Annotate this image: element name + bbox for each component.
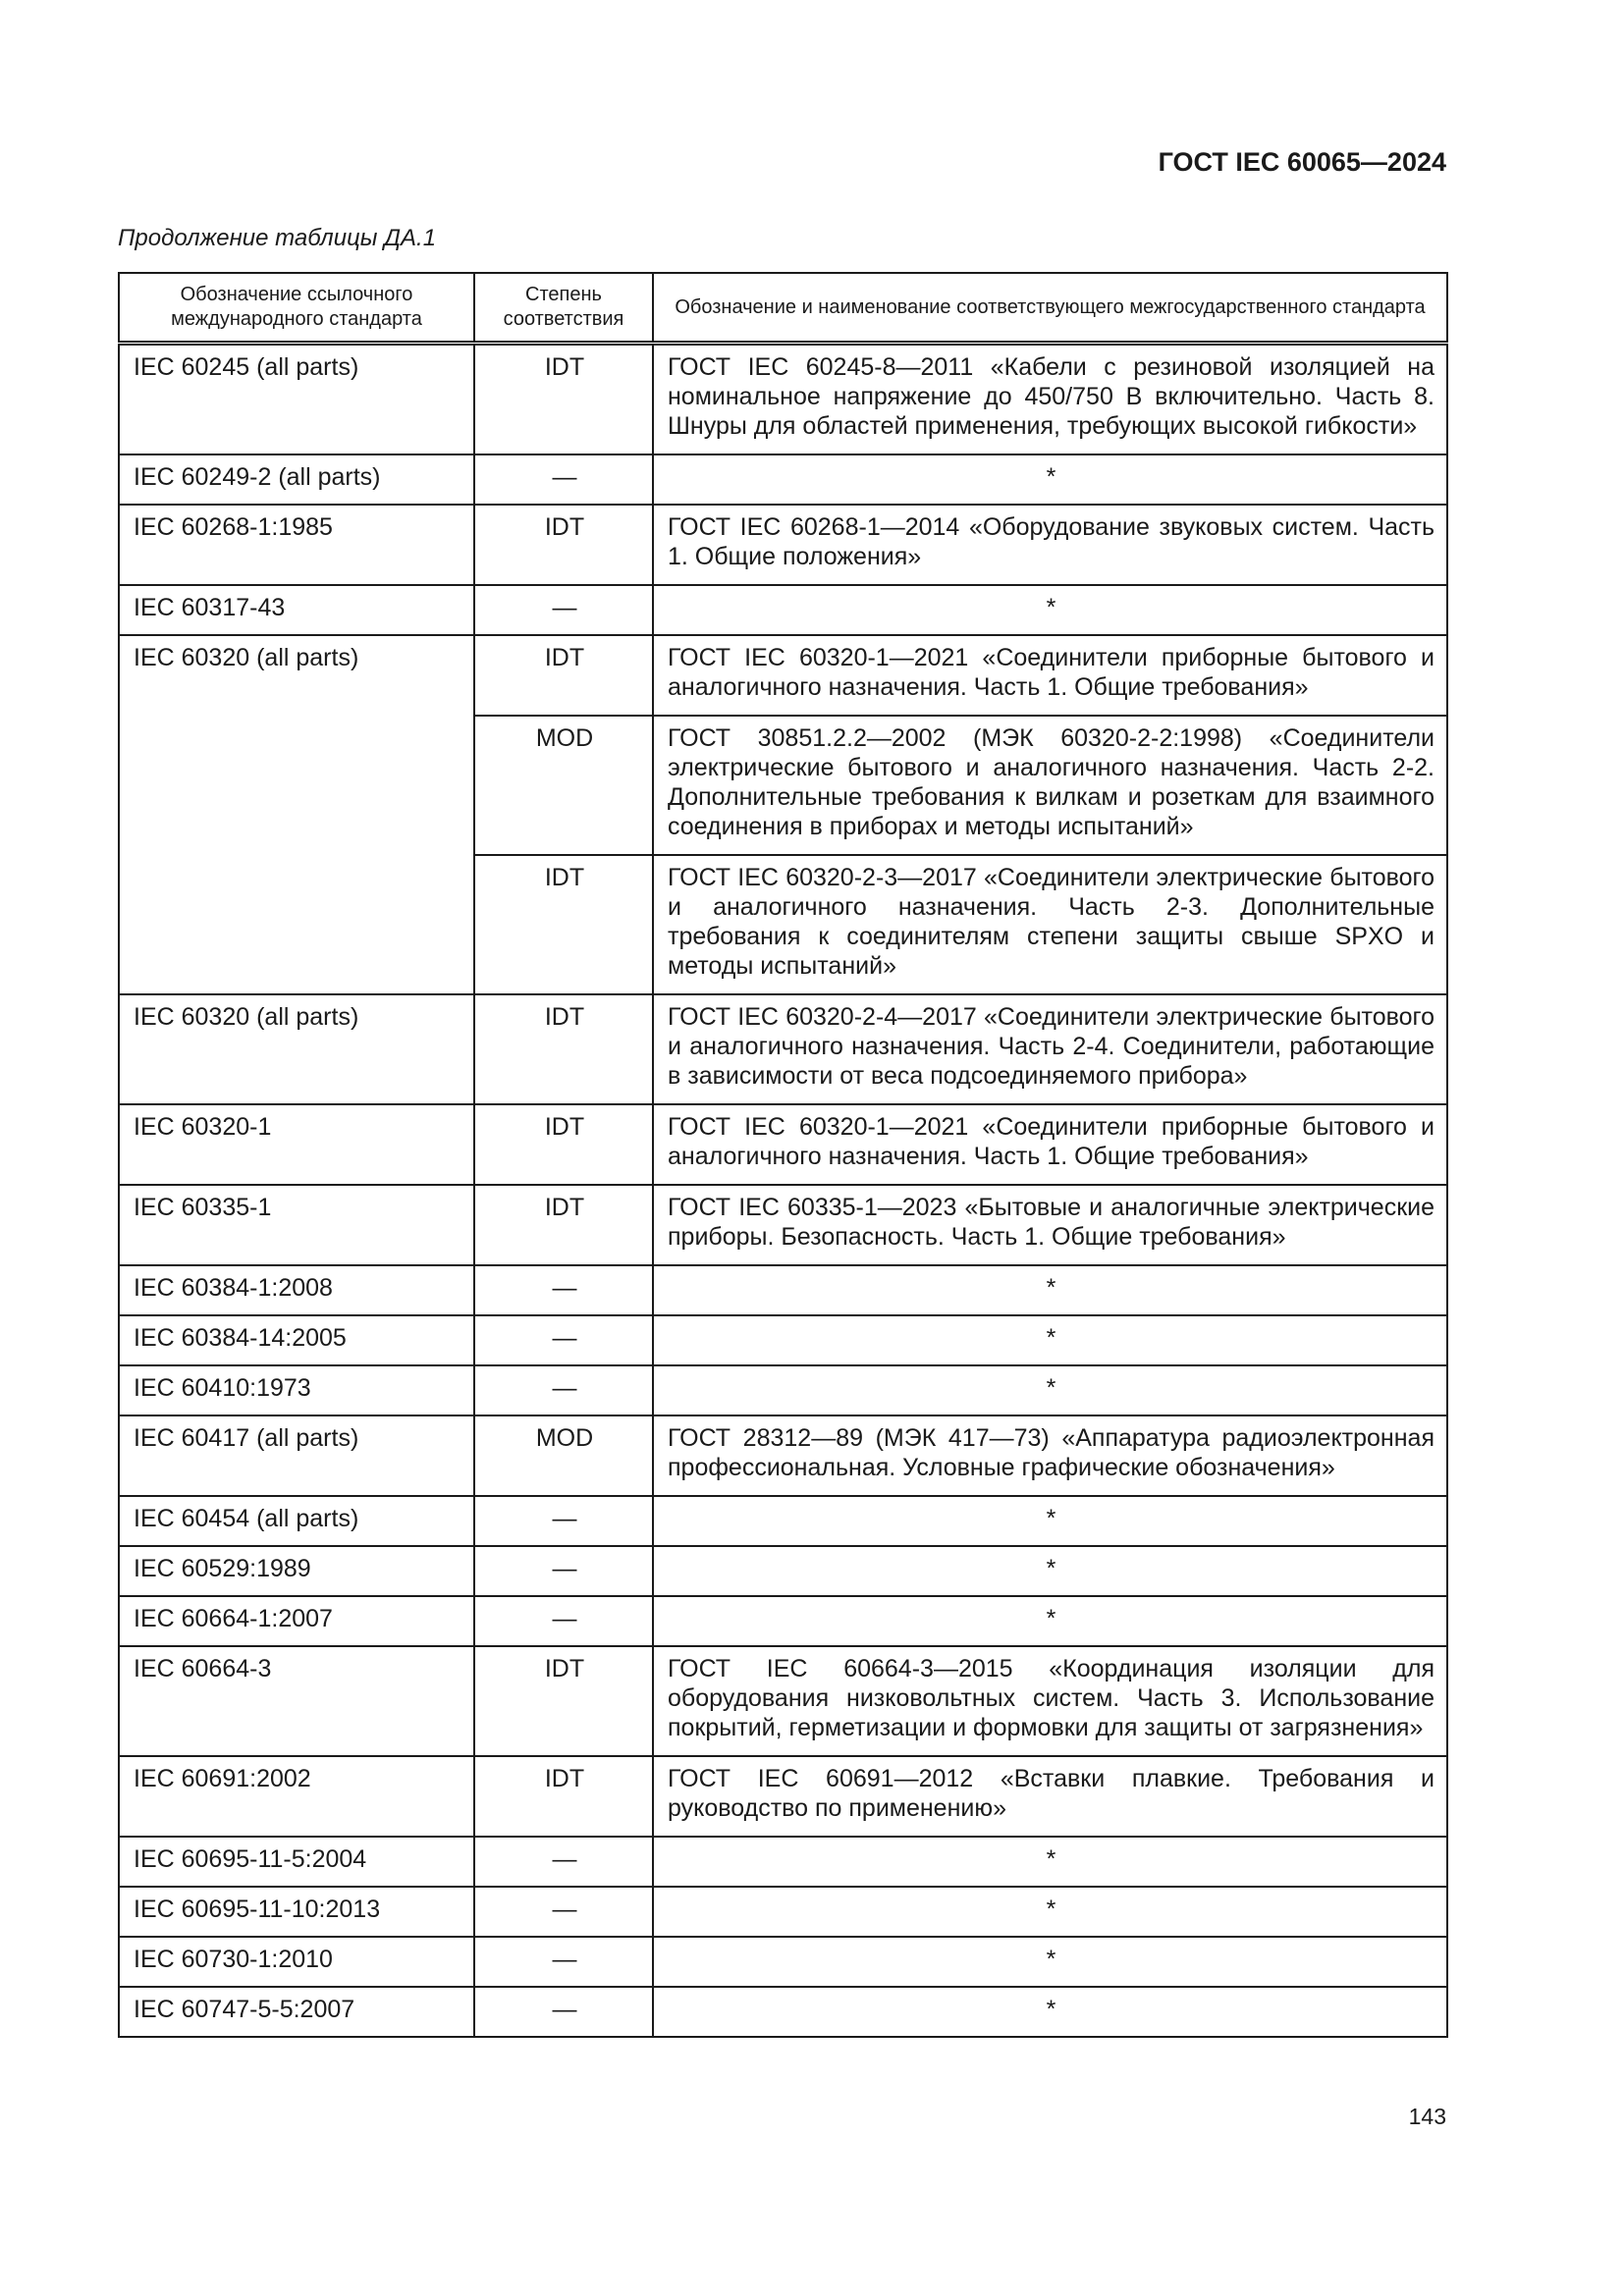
table-row <box>119 585 1447 635</box>
reference-standard-cell: IEC 60417 (all parts) <box>119 1415 474 1496</box>
interstate-standard-cell: * <box>653 1546 1447 1596</box>
table-row <box>119 1837 1447 1887</box>
reference-standard-cell: IEC 60245 (all parts) <box>119 344 474 455</box>
reference-standard-cell: IEC 60747-5-5:2007 <box>119 1987 474 2037</box>
interstate-standard-cell: * <box>653 1887 1447 1937</box>
column-header-reference-standard: Обозначение ссылочного международного стандарта <box>119 273 474 344</box>
interstate-standard-cell: ГОСТ IEC 60320-2-3—2017 «Соединители электрические бытового и аналогичного назначения. Часть 2-3. Дополнительные требования к соединителям степени защиты свыше SPXO и методы испытаний» <box>653 855 1447 994</box>
degree-cell: IDT <box>474 1185 653 1265</box>
reference-standard-cell: IEC 60695-11-5:2004 <box>119 1837 474 1887</box>
degree-cell: IDT <box>474 1104 653 1185</box>
interstate-standard-cell: * <box>653 454 1447 505</box>
interstate-standard-cell: ГОСТ IEC 60664-3—2015 «Координация изоляции для оборудования низковольтных систем. Часть 3. Использование покрытий, герметизации и формовки для защиты от загрязнения» <box>653 1646 1447 1756</box>
table-row <box>119 1315 1447 1365</box>
reference-standard-cell: IEC 60335-1 <box>119 1185 474 1265</box>
degree-cell: IDT <box>474 635 653 716</box>
degree-cell: — <box>474 1596 653 1646</box>
degree-cell: IDT <box>474 1756 653 1837</box>
interstate-standard-cell: ГОСТ IEC 60691—2012 «Вставки плавкие. Требования и руководство по применению» <box>653 1756 1447 1837</box>
table-row <box>119 635 1447 716</box>
interstate-standard-cell: * <box>653 1937 1447 1987</box>
interstate-standard-cell: * <box>653 1496 1447 1546</box>
reference-standard-cell: IEC 60664-1:2007 <box>119 1596 474 1646</box>
interstate-standard-cell: * <box>653 1315 1447 1365</box>
reference-standard-cell: IEC 60664-3 <box>119 1646 474 1756</box>
table-row <box>119 1265 1447 1315</box>
table-row <box>119 505 1447 585</box>
table-row <box>119 1937 1447 1987</box>
reference-standard-cell: IEC 60249-2 (all parts) <box>119 454 474 505</box>
correspondence-table <box>118 272 1448 2038</box>
interstate-standard-cell: * <box>653 1837 1447 1887</box>
degree-cell: — <box>474 1887 653 1937</box>
interstate-standard-cell: ГОСТ IEC 60268-1—2014 «Оборудование звуковых систем. Часть 1. Общие положения» <box>653 505 1447 585</box>
table-row <box>119 1546 1447 1596</box>
degree-cell: — <box>474 1496 653 1546</box>
table-row <box>119 1756 1447 1837</box>
reference-standard-cell: IEC 60695-11-10:2013 <box>119 1887 474 1937</box>
table-row <box>119 1646 1447 1756</box>
degree-cell: — <box>474 454 653 505</box>
table-row <box>119 1185 1447 1265</box>
interstate-standard-cell: ГОСТ IEC 60320-1—2021 «Соединители приборные бытового и аналогичного назначения. Часть 1. Общие требования» <box>653 635 1447 716</box>
degree-cell: IDT <box>474 344 653 455</box>
document-designation: ГОСТ IEC 60065—2024 <box>1158 147 1446 177</box>
table-row <box>119 454 1447 505</box>
reference-standard-cell: IEC 60410:1973 <box>119 1365 474 1415</box>
degree-cell: — <box>474 585 653 635</box>
reference-standard-cell: IEC 60730-1:2010 <box>119 1937 474 1987</box>
interstate-standard-cell: ГОСТ IEC 60320-2-4—2017 «Соединители электрические бытового и аналогичного назначения. Часть 2-4. Соединители, работающие в зависимости от веса подсоединяемого прибора» <box>653 994 1447 1104</box>
degree-cell: — <box>474 1315 653 1365</box>
reference-standard-cell: IEC 60691:2002 <box>119 1756 474 1837</box>
table-row <box>119 1365 1447 1415</box>
reference-standard-cell: IEC 60320 (all parts) <box>119 994 474 1104</box>
table-caption: Продолжение таблицы ДА.1 <box>118 225 437 251</box>
degree-cell: — <box>474 1837 653 1887</box>
degree-cell: — <box>474 1546 653 1596</box>
reference-standard-cell: IEC 60320-1 <box>119 1104 474 1185</box>
reference-standard-cell: IEC 60454 (all parts) <box>119 1496 474 1546</box>
degree-cell: — <box>474 1265 653 1315</box>
table-row <box>119 1887 1447 1937</box>
table-header-row <box>119 273 1447 344</box>
interstate-standard-cell: ГОСТ IEC 60320-1—2021 «Соединители приборные бытового и аналогичного назначения. Часть 1. Общие требования» <box>653 1104 1447 1185</box>
degree-cell: MOD <box>474 1415 653 1496</box>
interstate-standard-cell: ГОСТ 28312—89 (МЭК 417—73) «Аппаратура радиоэлектронная профессиональная. Условные графические обозначения» <box>653 1415 1447 1496</box>
reference-standard-cell: IEC 60529:1989 <box>119 1546 474 1596</box>
column-header-degree: Степень соответствия <box>474 273 653 344</box>
degree-cell: — <box>474 1987 653 2037</box>
degree-cell: IDT <box>474 1646 653 1756</box>
interstate-standard-cell: * <box>653 1365 1447 1415</box>
interstate-standard-cell: * <box>653 1596 1447 1646</box>
table-row <box>119 1496 1447 1546</box>
table-row <box>119 344 1447 455</box>
degree-cell: — <box>474 1937 653 1987</box>
reference-standard-cell: IEC 60317-43 <box>119 585 474 635</box>
table-row <box>119 1104 1447 1185</box>
table-row <box>119 1987 1447 2037</box>
interstate-standard-cell: * <box>653 585 1447 635</box>
degree-cell: — <box>474 1365 653 1415</box>
interstate-standard-cell: * <box>653 1265 1447 1315</box>
reference-standard-cell: IEC 60384-1:2008 <box>119 1265 474 1315</box>
degree-cell: IDT <box>474 994 653 1104</box>
interstate-standard-cell: ГОСТ IEC 60245-8—2011 «Кабели с резиновой изоляцией на номинальное напряжение до 450/750 В включительно. Часть 8. Шнуры для областей применения, требующих высокой гибкости» <box>653 344 1447 455</box>
interstate-standard-cell: ГОСТ IEC 60335-1—2023 «Бытовые и аналогичные электрические приборы. Безопасность. Часть 1. Общие требования» <box>653 1185 1447 1265</box>
reference-standard-cell: IEC 60320 (all parts) <box>119 635 474 994</box>
interstate-standard-cell: * <box>653 1987 1447 2037</box>
table-row <box>119 994 1447 1104</box>
degree-cell: MOD <box>474 716 653 855</box>
table-row <box>119 1415 1447 1496</box>
degree-cell: IDT <box>474 855 653 994</box>
reference-standard-cell: IEC 60384-14:2005 <box>119 1315 474 1365</box>
degree-cell: IDT <box>474 505 653 585</box>
column-header-interstate-standard: Обозначение и наименование соответствующего межгосударственного стандарта <box>653 273 1447 344</box>
table-row <box>119 1596 1447 1646</box>
page-number: 143 <box>1408 2104 1446 2129</box>
reference-standard-cell: IEC 60268-1:1985 <box>119 505 474 585</box>
interstate-standard-cell: ГОСТ 30851.2.2—2002 (МЭК 60320-2-2:1998) «Соединители электрические бытового и аналогичного назначения. Часть 2-2. Дополнительные требования к вилкам и розеткам для взаимного соединения в приборах и методы испытаний» <box>653 716 1447 855</box>
